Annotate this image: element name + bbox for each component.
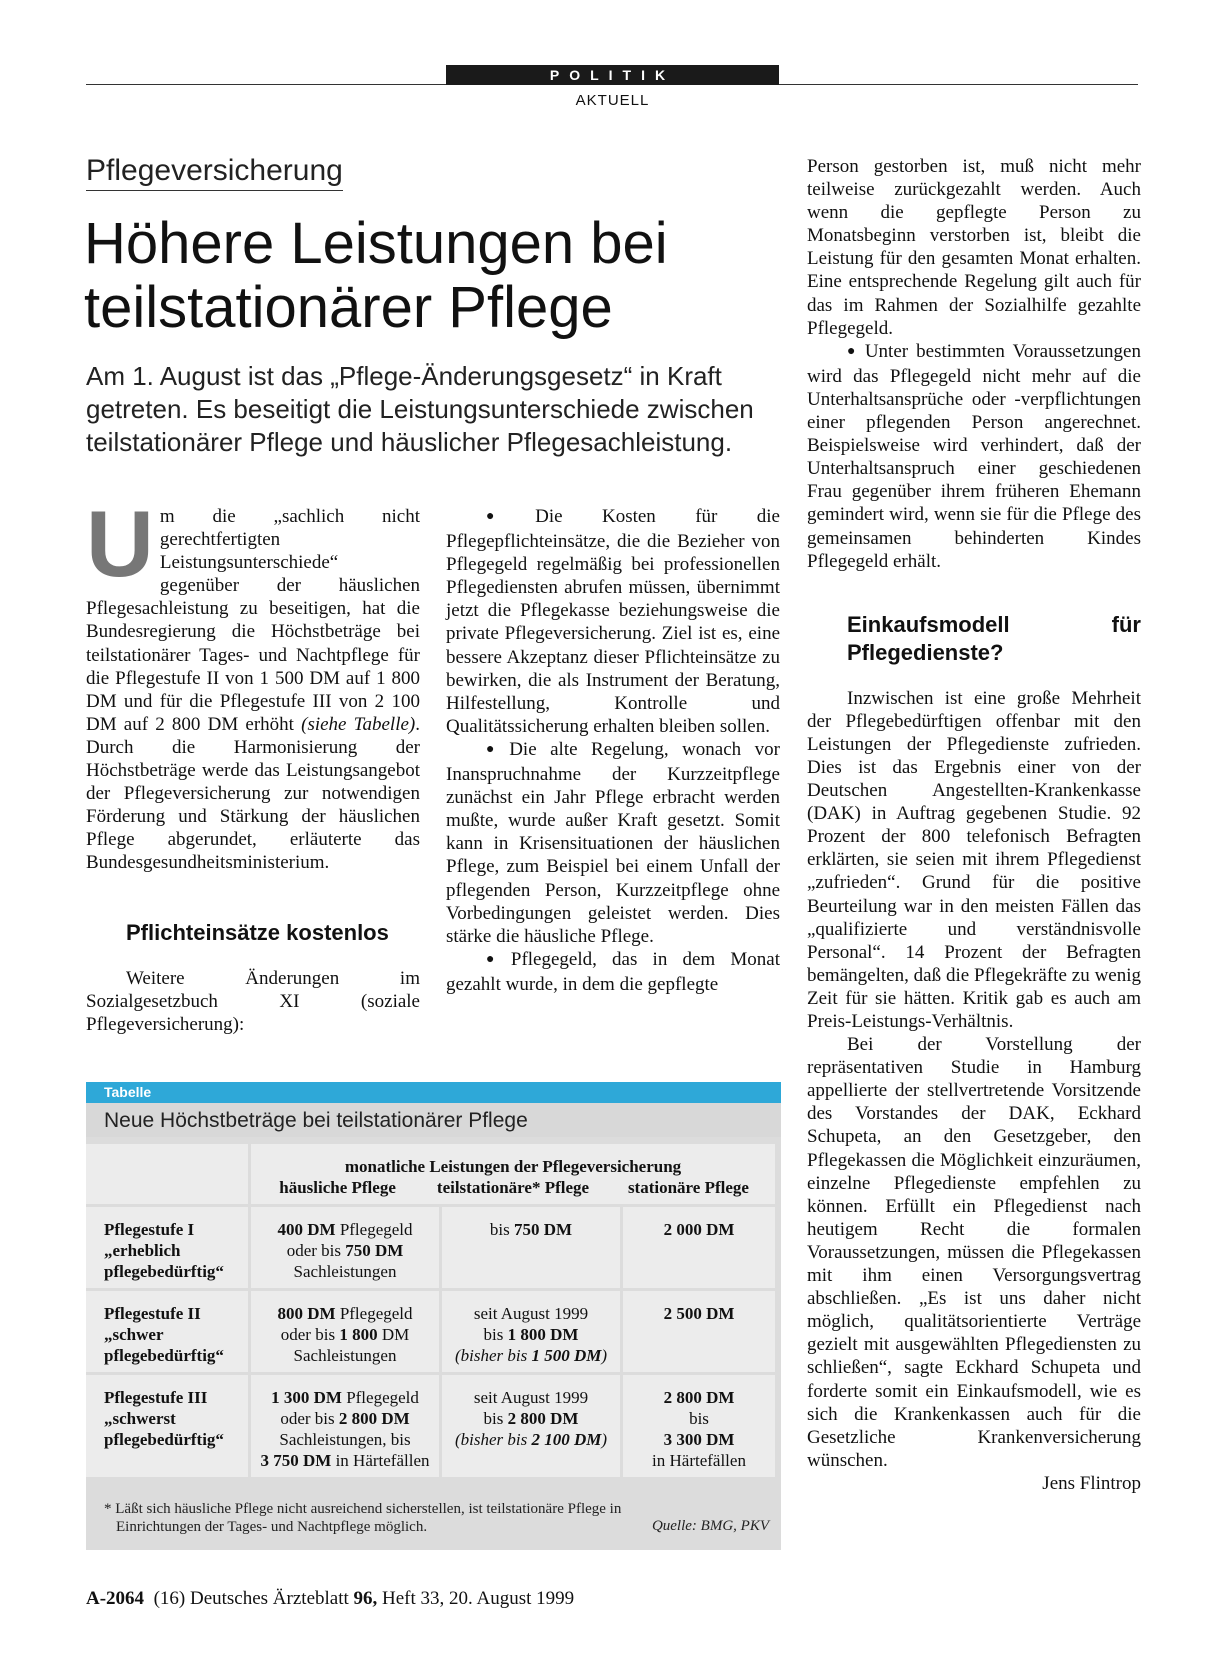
cell-home: 400 DM Pflegegeld oder bis 750 DM Sachleistungen bbox=[251, 1207, 439, 1288]
article-kicker: Pflegeversicherung bbox=[86, 152, 343, 191]
table-row bbox=[86, 1375, 775, 1477]
row-label: Pflegestufe I „erheblich pflegebedürftig“ bbox=[86, 1207, 248, 1288]
dropcap: U bbox=[86, 491, 154, 596]
bullet-unterhalt: ● Unter bestimmten Voraussetzungen wird das Pflegegeld nicht mehr auf die Unterhaltsansprüche oder -verpflichtungen einer pflegenden Person angerechnet. Beispielsweise wird verhindert, daß der Unterhaltsanspruch einer geschiedenen Frau gegenüber ihrem früheren Ehemann gemindert wird, wenn sie für die Pflege des gemeinsamen behinderten Kindes Pflegegeld erhält. bbox=[807, 340, 1141, 573]
table-tag: Tabelle bbox=[86, 1082, 781, 1103]
header-empty-cell bbox=[86, 1144, 248, 1204]
table-header-row bbox=[86, 1144, 775, 1204]
page-number: A-2064 bbox=[86, 1588, 145, 1609]
header-group bbox=[251, 1144, 775, 1204]
article-headline bbox=[84, 212, 764, 340]
table-row bbox=[86, 1207, 775, 1288]
headline-line-1: Höhere Leistungen bei bbox=[84, 211, 668, 276]
paragraph-changes: Weitere Änderungen im Sozialgesetzbuch XI (soziale Pflegeversicherung): bbox=[86, 967, 420, 1035]
bullet-kurzzeitpflege: ● Die alte Regelung, wonach vor Inanspruchnahme der Kurzzeitpflege zunächst ein Jahr Pflege erbracht werden mußte, wurde außer Kraft gesetzt. Somit kann in Krisensituationen der häuslichen Pflege, zum Beispiel bei einem Unfall der pflegenden Person, Kurzzeitpflege ohne Vorbedingungen geleistet werden. Dies stärke die häusliche Pflege. bbox=[446, 738, 780, 948]
paragraph-schupeta: Bei der Vorstellung der repräsentativen Studie in Hamburg appellierte der stellvertretende Vorsitzende des Vorstandes der DAK, Eckhard Schupeta, an den Gesetzgeber, den Pflegekassen die Möglichkeit einzuräumen, einzelne Pflegedienste empfehlen zu können. Erfüllt ein Pflegedienst nach heutigem Recht die formalen Voraussetzungen, müssen die Pflegekassen mit ihm einen Versorgungsvertrag abschließen. „Es ist uns daher nicht möglich, qualitätsorientierte Verträge gezielt mit ausgewählten Pflegediensten zu schließen“, sagte Eckhard Schupeta und forderte somit ein Einkaufsmodell, wie es sich die Krankenkassen auch für die Gesetzliche Krankenversicherung wünschen. Jens Flintrop bbox=[807, 1034, 1141, 1494]
header-group-label: monatliche Leistungen der Pflegeversicherung bbox=[344, 1157, 682, 1176]
bullet-pflichteinsaetze: ● Die Kosten für die Pflegepflichteinsätze, die die Bezieher von Pflegegeld regelmäßig bei professionellen Pflegediensten abrufen müssen, übernimmt jetzt die Pflegekasse beziehungsweise die private Pflegeversicherung. Ziel ist es, eine bessere Akzeptanz dieser Pflichteinsätze zu bewirken, die als Instrument der Beratung, Hilfestellung, Kontrolle und Qualitätssicherung erhalten bleiben sollen. bbox=[446, 505, 780, 738]
author-byline: Jens Flintrop bbox=[1042, 1472, 1141, 1494]
table-title: Neue Höchstbeträge bei teilstationärer Pflege bbox=[86, 1103, 781, 1137]
subhead-einkaufsmodell: Einkaufsmodell für Pflegedienste? bbox=[847, 611, 1141, 665]
table-reference: (siehe Tabelle) bbox=[301, 713, 416, 735]
bullet-pflegegeld-continued: Person gestorben ist, muß nicht mehr teilweise zurückgezahlt werden. Auch wenn die gepflegte Person zu Monatsbeginn verstorben ist, bleibt die Leistung für den gesamten Monat erhalten. Eine entsprechende Regelung gilt auch für das im Rahmen der Sozialhilfe gezahlte Pflegegeld. bbox=[807, 156, 1141, 339]
table-row bbox=[86, 1291, 775, 1372]
column-2 bbox=[446, 505, 780, 996]
col-header-home: häusliche Pflege bbox=[279, 1178, 396, 1197]
section-label: POLITIK bbox=[446, 65, 779, 85]
column-1 bbox=[86, 491, 420, 1036]
cell-home: 800 DM Pflegegeld oder bis 1 800 DM Sachleistungen bbox=[251, 1291, 439, 1372]
cell-partial: seit August 1999 bis 1 800 DM (bisher bis 1 500 DM) bbox=[442, 1291, 620, 1372]
bullet-pflegegeld-start: ● Pflegegeld, das in dem Monat gezahlt wurde, in dem die gepflegte bbox=[446, 948, 780, 996]
benefits-table-box bbox=[86, 1082, 781, 1550]
subsection-label: AKTUELL bbox=[575, 92, 650, 109]
column-3 bbox=[807, 155, 1141, 1495]
row-label: Pflegestufe III „schwerst pflegebedürftig“ bbox=[86, 1375, 248, 1477]
col-header-inpatient: stationäre Pflege bbox=[627, 1178, 749, 1197]
cell-inpatient: 2 000 DM bbox=[623, 1207, 775, 1288]
subhead-pflichteinsaetze: Pflichteinsätze kostenlos bbox=[126, 919, 389, 945]
row-label: Pflegestufe II „schwer pflegebedürftig“ bbox=[86, 1291, 248, 1372]
col-header-partial: teilstationäre* Pflege bbox=[436, 1178, 590, 1197]
article-lead: Am 1. August ist das „Pflege-Änderungsgesetz“ in Kraft getreten. Es beseitigt die Leistungsunterschiede zwischen teilstationärer Pflege und häuslicher Pflegesachleistung. bbox=[86, 361, 754, 457]
page-footer: A-2064 (16) Deutsches Ärzteblatt 96, Heft 33, 20. August 1999 bbox=[86, 1588, 575, 1609]
cell-partial: seit August 1999 bis 2 800 DM (bisher bis 2 100 DM) bbox=[442, 1375, 620, 1477]
table-footnote: * Läßt sich häusliche Pflege nicht ausreichend sicherstellen, ist teilstationäre Pflege in Einrichtungen der Tages- und Nachtpflege möglich. bbox=[104, 1501, 622, 1535]
cell-inpatient: 2 800 DM bis 3 300 DM in Härtefällen bbox=[623, 1375, 775, 1477]
benefits-table bbox=[83, 1141, 778, 1480]
table-source: Quelle: BMG, PKV bbox=[651, 1518, 769, 1534]
paragraph-study: Inzwischen ist eine große Mehrheit der Pflegebedürftigen offenbar mit den Leistungen der Pflegedienste zufrieden. Dies ist das Ergebnis einer von der Deutschen Angestellten-Krankenkasse (DAK) in Auftrag gegebenen Studie. 92 Prozent der 800 telefonisch Befragten erklärten, sie seien mit ihrem Pflegedienst „zufrieden“. Grund für die positive Beurteilung war in den meisten Fällen das „qualifizierte und verständnisvolle Personal“. 14 Prozent der Befragten bemängelten, daß die Pflegekräfte zu wenig Zeit für sie hätten. Kritik gab es auch am Preis-Leistungs-Verhältnis. bbox=[807, 687, 1141, 1032]
paragraph-intro: Um die „sachlich nicht gerechtfertigten Leistungsunterschiede“ gegenüber der häuslichen Pflegesachleistung zu beseitigen, hat die Bundesregierung die Höchstbeträge bei teilstationärer Tages- und Nachtpflege für die Pflegestufe II von 1 500 DM auf 1 800 DM und für die Pflegestufe III von 2 100 DM auf 2 800 DM erhöht (siehe Tabelle). Durch die Harmonisierung der Höchstbeträge werde das Leistungsangebot der Pflegeversicherung zur notwendigen Förderung und Stärkung der häuslichen Pflege abgerundet, erläuterte das Bundesgesundheitsministerium. bbox=[86, 491, 420, 874]
cell-inpatient: 2 500 DM bbox=[623, 1291, 775, 1372]
cell-partial: bis 750 DM bbox=[442, 1207, 620, 1288]
headline-line-2: teilstationärer Pflege bbox=[84, 275, 613, 340]
cell-home: 1 300 DM Pflegegeld oder bis 2 800 DM Sachleistungen, bis 3 750 DM in Härtefällen bbox=[251, 1375, 439, 1477]
